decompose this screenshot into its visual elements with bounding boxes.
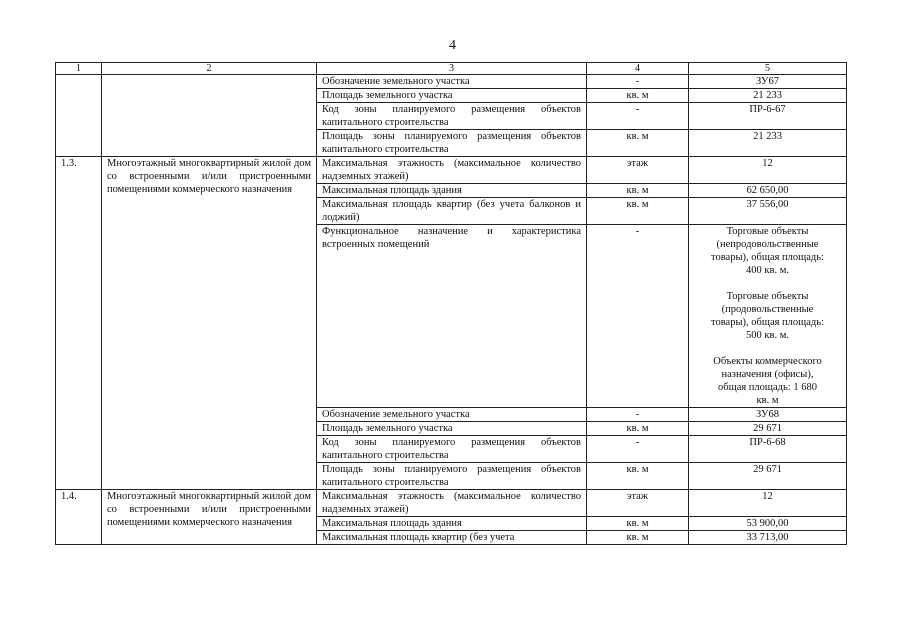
value-line: ЗУ68: [756, 409, 779, 420]
unit-cell: -: [587, 225, 689, 408]
parameter-cell: Обозначение земельного участка: [317, 408, 587, 422]
unit-cell: кв. м: [587, 463, 689, 490]
value-line: 29 671: [753, 464, 782, 475]
parameter-cell: Функциональное назначение и характеристика встроенных помещений: [317, 225, 587, 408]
table-row: [56, 157, 847, 184]
value-line: 12: [762, 158, 773, 169]
value-line: 12: [762, 491, 773, 502]
value-line: ЗУ67: [756, 76, 779, 87]
parameter-cell: Максимальная этажность (максимальное количество надземных этажей): [317, 490, 587, 517]
parameters-table: [55, 62, 847, 545]
value-cell: [689, 225, 847, 408]
header-cell: 4: [587, 63, 689, 75]
value-line: Торговые объекты: [726, 226, 809, 237]
value-cell: [689, 130, 847, 157]
parameter-cell: Код зоны планируемого размещения объектов капитального строительства: [317, 436, 587, 463]
unit-cell: кв. м: [587, 198, 689, 225]
object-name-cell: Многоэтажный многоквартирный жилой дом со встроенными и/или пристроенными помещениями коммерческого назначения: [102, 490, 317, 545]
value-line: ПР-6-67: [749, 104, 786, 115]
value-cell: [689, 75, 847, 89]
header-cell: 2: [102, 63, 317, 75]
parameter-cell: Площадь земельного участка: [317, 422, 587, 436]
value-spacer: [694, 277, 841, 290]
unit-cell: этаж: [587, 490, 689, 517]
unit-cell: кв. м: [587, 517, 689, 531]
value-cell: [689, 103, 847, 130]
item-number-cell: 1.3.: [56, 157, 102, 490]
parameter-cell: Максимальная площадь квартир (без учета: [317, 531, 587, 545]
value-cell: [689, 89, 847, 103]
table-body: [56, 63, 847, 545]
value-line: 21 233: [753, 131, 782, 142]
parameter-cell: Максимальная площадь квартир (без учета балконов и лоджий): [317, 198, 587, 225]
page-number: 4: [449, 38, 456, 53]
unit-cell: кв. м: [587, 89, 689, 103]
parameter-cell: Код зоны планируемого размещения объектов капитального строительства: [317, 103, 587, 130]
value-line: назначения (офисы),: [721, 369, 814, 380]
parameter-cell: Площадь зоны планируемого размещения объектов капитального строительства: [317, 463, 587, 490]
value-cell: [689, 157, 847, 184]
unit-cell: -: [587, 436, 689, 463]
table-row: [56, 75, 847, 89]
value-line: 29 671: [753, 423, 782, 434]
object-name-cell: Многоэтажный многоквартирный жилой дом со встроенными и/или пристроенными помещениями коммерческого назначения: [102, 157, 317, 490]
parameter-cell: Максимальная площадь здания: [317, 517, 587, 531]
parameter-cell: Обозначение земельного участка: [317, 75, 587, 89]
value-cell: [689, 422, 847, 436]
value-cell: [689, 531, 847, 545]
value-cell: [689, 184, 847, 198]
value-line: 37 556,00: [746, 199, 789, 210]
value-spacer: [694, 342, 841, 355]
value-line: 500 кв. м.: [746, 330, 789, 341]
unit-cell: кв. м: [587, 130, 689, 157]
item-number-cell: 1.4.: [56, 490, 102, 545]
value-cell: [689, 517, 847, 531]
value-cell: [689, 463, 847, 490]
value-cell: [689, 490, 847, 517]
unit-cell: -: [587, 408, 689, 422]
item-number-cell: [56, 75, 102, 157]
table-row: [56, 490, 847, 517]
unit-cell: -: [587, 103, 689, 130]
value-line: (непродовольственные: [716, 239, 819, 250]
value-line: товары), общая площадь:: [711, 317, 824, 328]
value-cell: [689, 408, 847, 422]
value-line: (продовольственные: [721, 304, 814, 315]
value-line: товары), общая площадь:: [711, 252, 824, 263]
parameter-cell: Площадь зоны планируемого размещения объектов капитального строительства: [317, 130, 587, 157]
header-cell: 5: [689, 63, 847, 75]
unit-cell: кв. м: [587, 184, 689, 198]
value-line: 400 кв. м.: [746, 265, 789, 276]
header-cell: 1: [56, 63, 102, 75]
object-name-cell: [102, 75, 317, 157]
value-cell: [689, 436, 847, 463]
header-cell: 3: [317, 63, 587, 75]
parameter-cell: Площадь земельного участка: [317, 89, 587, 103]
value-line: 33 713,00: [746, 532, 789, 543]
table-header-row: [56, 63, 847, 75]
value-line: 21 233: [753, 90, 782, 101]
value-cell: [689, 198, 847, 225]
parameter-cell: Максимальная этажность (максимальное количество надземных этажей): [317, 157, 587, 184]
value-line: Торговые объекты: [726, 291, 809, 302]
value-line: Объекты коммерческого: [713, 356, 822, 367]
unit-cell: этаж: [587, 157, 689, 184]
value-line: кв. м: [756, 395, 779, 406]
value-line: 53 900,00: [746, 518, 789, 529]
parameter-cell: Максимальная площадь здания: [317, 184, 587, 198]
unit-cell: кв. м: [587, 422, 689, 436]
value-line: общая площадь: 1 680: [718, 382, 817, 393]
unit-cell: -: [587, 75, 689, 89]
value-line: 62 650,00: [746, 185, 789, 196]
unit-cell: кв. м: [587, 531, 689, 545]
value-line: ПР-6-68: [749, 437, 786, 448]
